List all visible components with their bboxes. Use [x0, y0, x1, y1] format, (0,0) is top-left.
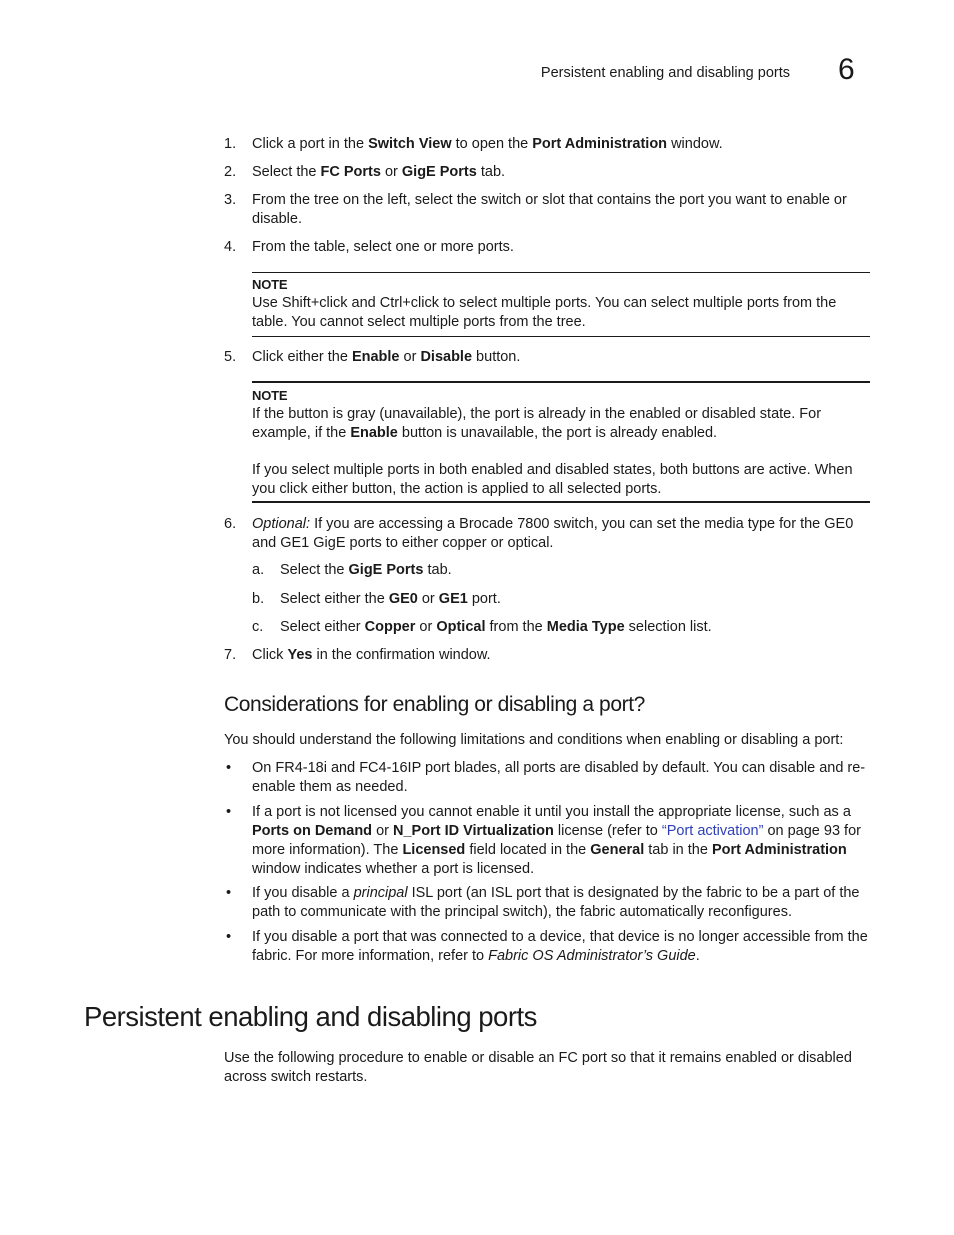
bullet-item: • If a port is not licensed you cannot enable it until you install the appropriate license, such as a Ports on Demand or N_Port ID Virtualization license (refer to “Port activation” on page 93 for more information). The Licensed field located in the General tab in the Port Administration window indicates whether a port is licensed.	[226, 804, 861, 877]
bullet-item: • On FR4-18i and FC4-16IP port blades, all ports are disabled by default. You can disable and re-enable them as needed.	[226, 760, 866, 795]
chapter-number: 6	[838, 53, 855, 86]
note-title: NOTE	[252, 388, 288, 403]
note-rule-top	[252, 381, 870, 383]
note-text: If you select multiple ports in both enabled and disabled states, both buttons are active. When you click either button, the action is applied to all selected ports.	[252, 462, 853, 497]
page-section-title: Persistent enabling and disabling ports	[84, 1001, 537, 1032]
intro-paragraph: You should understand the following limitations and conditions when enabling or disabling a port:	[224, 732, 844, 748]
note-text: Use Shift+click and Ctrl+click to select multiple ports. You can select multiple ports from the table. You cannot select multiple ports from the tree.	[252, 295, 837, 330]
step-7: 7. Click Yes in the confirmation window.	[224, 647, 491, 663]
step-3: 3. From the tree on the left, select the switch or slot that contains the port you want to enable or disable.	[224, 192, 847, 227]
note-rule-bottom	[252, 336, 870, 337]
note-rule-bottom	[252, 501, 870, 503]
section-intro: Use the following procedure to enable or disable an FC port so that it remains enabled or disabled across switch restarts.	[224, 1050, 852, 1085]
step-1: 1. Click a port in the Switch View to open the Port Administration window.	[224, 136, 723, 152]
note-rule-top	[252, 272, 870, 273]
substep-b: b. Select either the GE0 or GE1 port.	[252, 591, 501, 607]
step-5: 5. Click either the Enable or Disable button.	[224, 349, 521, 365]
step-2: 2. Select the FC Ports or GigE Ports tab.	[224, 164, 506, 180]
step-6: 6. Optional: If you are accessing a Brocade 7800 switch, you can set the media type for the GE0 and GE1 GigE ports to either copper or optical.	[224, 516, 854, 551]
note-2	[252, 386, 870, 499]
note-text: If the button is gray (unavailable), the port is already in the enabled or disabled state. For example, if the Enable button is unavailable, the port is already enabled.	[252, 406, 822, 441]
bullet-item: • If you disable a port that was connected to a device, that device is no longer accessible from the fabric. For more information, refer to Fabric OS Administrator’s Guide.	[226, 929, 868, 964]
port-activation-link[interactable]: “Port activation”	[661, 823, 764, 839]
note-title: NOTE	[252, 277, 288, 292]
substep-a: a. Select the GigE Ports tab.	[252, 562, 452, 578]
bullet-item: • If you disable a principal ISL port (an ISL port that is designated by the fabric to be a part of the path to communicate with the principal switch), the fabric automatically reconfigures.	[226, 885, 860, 920]
note-1	[252, 275, 870, 332]
section-heading: Considerations for enabling or disabling a port?	[224, 693, 645, 716]
substep-c: c. Select either Copper or Optical from the Media Type selection list.	[252, 619, 712, 635]
step-4: 4. From the table, select one or more ports.	[224, 239, 514, 255]
running-header: Persistent enabling and disabling ports	[540, 65, 790, 81]
